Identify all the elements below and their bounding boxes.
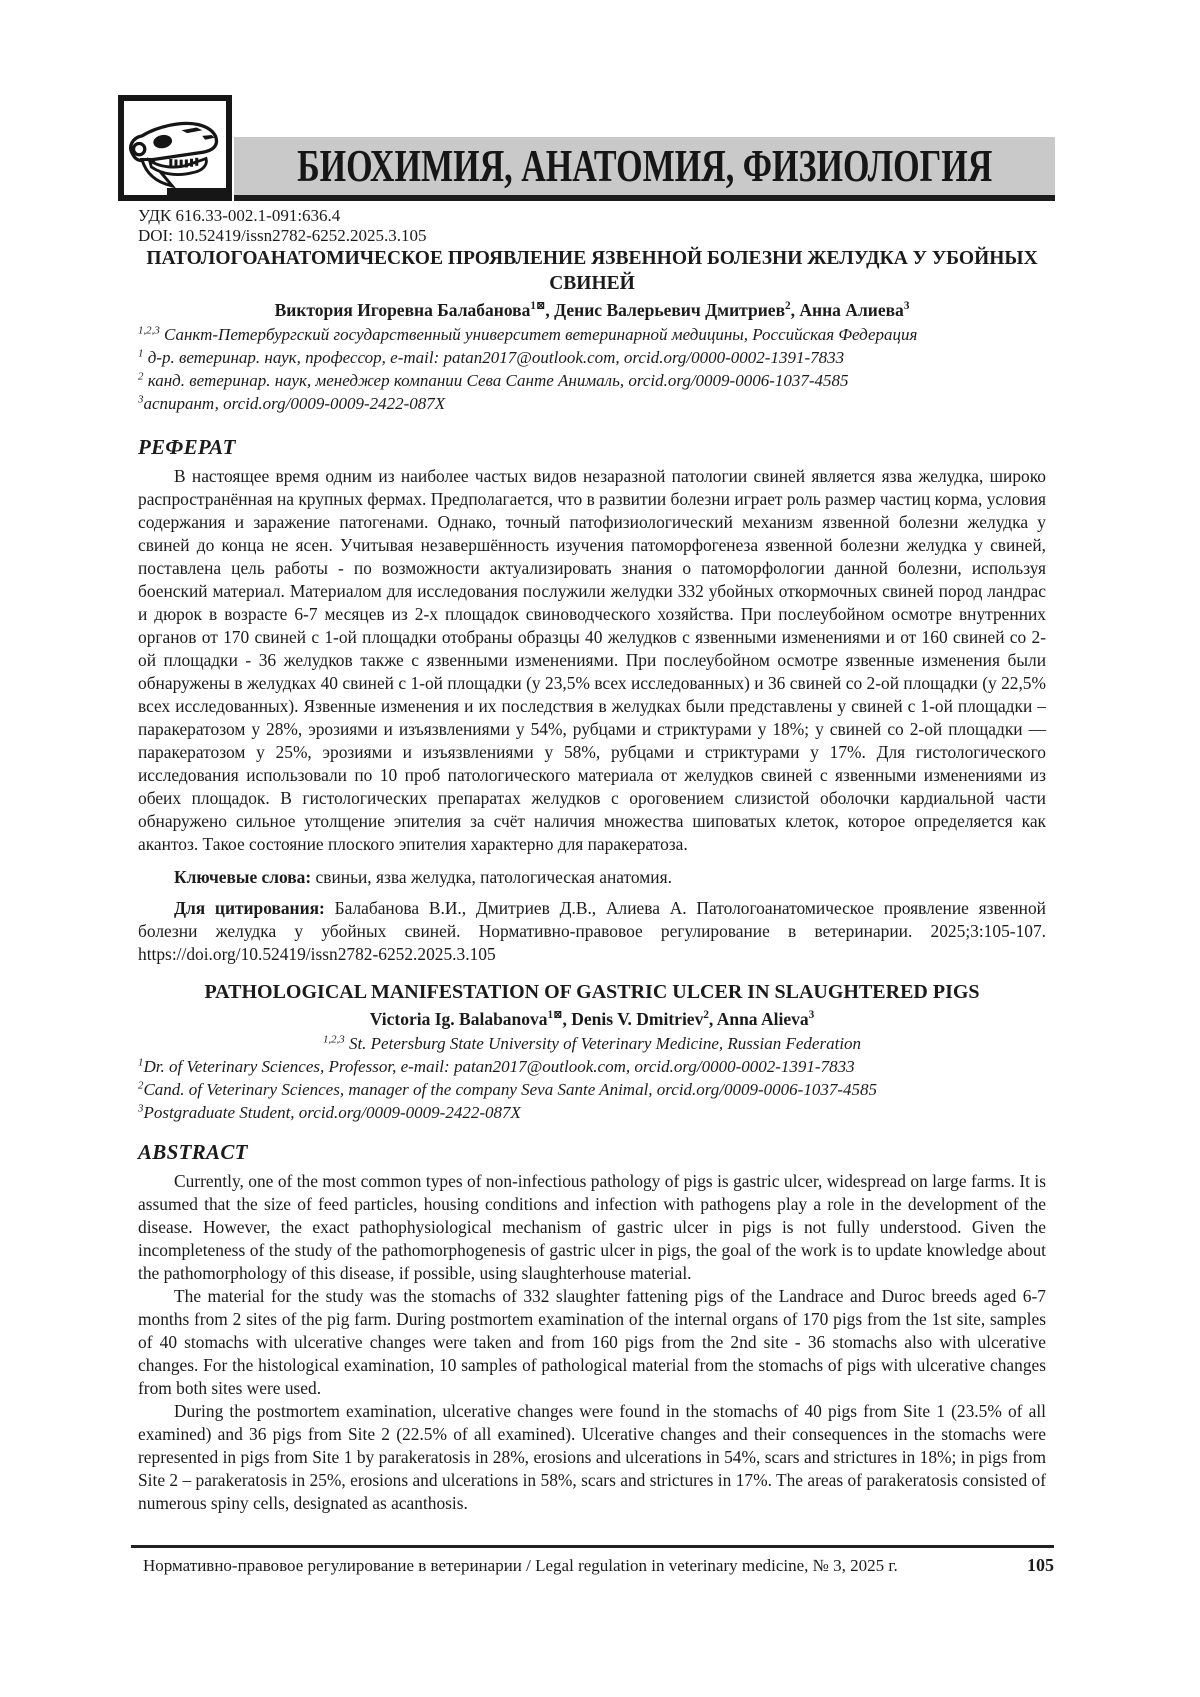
author-superscript: 1 xyxy=(547,1009,554,1022)
author-superscript: 1 xyxy=(530,300,536,313)
banner-underline xyxy=(234,195,1055,201)
article-meta xyxy=(138,206,427,246)
affiliation-text: Санкт-Петербургский государственный университет ветеринарной медицины, Российская Федерация xyxy=(159,325,918,344)
affiliation-row xyxy=(138,1101,1046,1124)
abstract-en-paragraph: Currently, one of the most common types of non-infectious pathology of pigs is gastric ulcer, widespread on large farms. It is assumed that the size of feed particles, housing conditions and infection with pathogens play a role in the development of the disease. However, the exact pathophysiological mechanism of gastric ulcer in pigs is not fully understood. Given the incompleteness of the study of the pathomorphogenesis of gastric ulcer in pigs, the goal of the work is to update knowledge about the pathomorphology of this disease, if possible, using slaughterhouse material. xyxy=(138,1171,1046,1283)
citation-label: Для цитирования: xyxy=(174,898,325,918)
section-banner xyxy=(234,137,1055,195)
affiliation-row xyxy=(138,1078,1046,1101)
affiliation-text: Dr. of Veterinary Sciences, Professor, e-mail: patan2017@outlook.com, orcid.org/0000-0002-1391-7833 xyxy=(143,1057,855,1076)
affiliation-row xyxy=(138,346,1046,369)
envelope-icon: ⊠ xyxy=(553,1009,563,1022)
affiliation-text: St. Petersburg State University of Veterinary Medicine, Russian Federation xyxy=(344,1034,862,1053)
authors-line-en xyxy=(138,1008,1046,1031)
footer-journal-line: Нормативно-правовое регулирование в ветеринарии / Legal regulation in veterinary medicine, № 3, 2025 г. xyxy=(143,1556,898,1575)
affiliation-superscript: 2 xyxy=(138,370,144,383)
affiliation-superscript: 1 xyxy=(138,1056,144,1069)
affiliation-text: Postgraduate Student, orcid.org/0009-0009-2422-087X xyxy=(143,1103,521,1122)
affiliation-superscript: 1,2,3 xyxy=(138,324,160,337)
author-superscript: 3 xyxy=(903,300,910,313)
author-name: , Анна Алиева xyxy=(790,300,904,320)
page-footer xyxy=(131,1545,1054,1576)
animal-skull-icon xyxy=(125,105,223,197)
affiliation-row xyxy=(138,1055,1046,1078)
section-heading-referat: РЕФЕРАТ xyxy=(138,435,236,459)
author-superscript: 2 xyxy=(785,300,791,313)
article-body xyxy=(138,246,1046,1515)
affiliation-text: Cand. of Veterinary Sciences, manager of the company Seva Sante Animal, orcid.org/0009-0006-1037-4585 xyxy=(143,1080,877,1099)
footer-page-number: 105 xyxy=(1027,1555,1054,1575)
banner-title: БИОХИМИЯ, АНАТОМИЯ, ФИЗИОЛОГИЯ xyxy=(296,140,993,191)
author-name: Виктория Игоревна Балабанова xyxy=(274,300,531,320)
keywords-text: свиньи, язва желудка, патологическая анатомия. xyxy=(311,867,672,887)
keywords-line xyxy=(138,866,1046,889)
abstract-en-paragraph: The material for the study was the stomachs of 332 slaughter fattening pigs of the Landrace and Duroc breeds aged 6-7 months from 2 sites of the pig farm. During postmortem examination of the internal organs of 170 pigs from the 1st site, samples of 40 stomachs with ulcerative changes were taken and from 160 pigs from the 2nd site - 36 stomachs also with ulcerative changes. For the histological examination, 10 samples of pathological material from the stomachs of pigs with ulcerative changes from both sites were used. xyxy=(138,1286,1046,1398)
author-name: , Denis V. Dmitriev xyxy=(562,1009,704,1029)
section-heading-abstract: ABSTRACT xyxy=(138,1140,248,1164)
keywords-label: Ключевые слова: xyxy=(174,867,312,887)
author-superscript: 2 xyxy=(703,1009,709,1022)
affiliation-text: д-р. ветеринар. наук, профессор, e-mail: patan2017@outlook.com, orcid.org/0000-0002-1391-7833 xyxy=(143,348,845,367)
affiliation-row xyxy=(138,1032,1046,1055)
article-title-en: PATHOLOGICAL MANIFESTATION OF GASTRIC ULCER IN SLAUGHTERED PIGS xyxy=(204,981,980,1003)
affiliation-superscript: 1,2,3 xyxy=(322,1033,345,1046)
affiliations-en xyxy=(138,1032,1046,1124)
citation-line xyxy=(138,897,1046,966)
authors-line-ru xyxy=(138,299,1046,322)
journal-logo xyxy=(118,95,232,201)
envelope-icon: ⊠ xyxy=(535,300,546,313)
affiliation-superscript: 3 xyxy=(138,1102,144,1115)
affiliation-text: аспирант, orcid.org/0009-0009-2422-087X xyxy=(143,394,446,413)
affiliation-row xyxy=(138,323,1046,346)
doi-line: DOI: 10.52419/issn2782-6252.2025.3.105 xyxy=(138,226,427,245)
affiliation-row xyxy=(138,392,1046,415)
citation-text: Балабанова В.И., Дмитриев Д.В., Алиева А. Патологоанатомическое проявление язвенной болезни желудка у убойных свиней. Нормативно-правовое регулирование в ветеринарии. 2025;3:105-107. https://doi.org/10.52419/issn2782-6252.2025.3.105 xyxy=(138,898,1046,964)
affiliation-superscript: 2 xyxy=(138,1079,144,1092)
affiliations-ru xyxy=(138,323,1046,415)
author-name: Victoria Ig. Balabanova xyxy=(369,1009,548,1029)
affiliation-row xyxy=(138,369,1046,392)
author-name: , Anna Alieva xyxy=(708,1009,809,1029)
affiliation-superscript: 3 xyxy=(138,393,144,406)
abstract-en-paragraph: During the postmortem examination, ulcerative changes were found in the stomachs of 40 pigs from Site 1 (23.5% of all examined) and 36 pigs from Site 2 (22.5% of all examined). Ulcerative changes and their consequences in the stomachs were represented in pigs from Site 1 by parakeratosis in 28%, erosions and ulcerations in 54%, scars and strictures in 18%; in pigs from Site 2 – parakeratosis in 25%, erosions and ulcerations in 58%, scars and strictures in 17%. The areas of parakeratosis consisted of numerous spiny cells, designated as acanthosis. xyxy=(138,1401,1046,1513)
affiliation-text: канд. ветеринар. наук, менеджер компании Сева Санте Анималь, orcid.org/0009-0006-1037-4585 xyxy=(143,371,849,390)
author-superscript: 3 xyxy=(808,1009,815,1022)
affiliation-superscript: 1 xyxy=(138,347,144,360)
udk-line: УДК 616.33-002.1-091:636.4 xyxy=(138,206,341,225)
article-title-ru: ПАТОЛОГОАНАТОМИЧЕСКОЕ ПРОЯВЛЕНИЕ ЯЗВЕННОЙ БОЛЕЗНИ ЖЕЛУДКА У УБОЙНЫХ СВИНЕЙ xyxy=(146,248,1038,294)
masthead xyxy=(118,95,1055,201)
abstract-ru: В настоящее время одним из наиболее частых видов незаразной патологии свиней является язва желудка, широко распространённая на крупных фермах. Предполагается, что в развитии болезни играет роль размер частиц корма, условия содержания и заражение патогенами. Однако, точный патофизиологический механизм язвенной болезни желудка у свиней до конца не ясен. Учитывая незавершённость изучения патоморфогенеза язвенной болезни желудка у свиней, поставлена цель работы - по возможности актуализировать знания о патоморфологии данной болезни, используя боенский материал. Материалом для исследования послужили желудки 332 убойных откормочных свиней пород ландрас и дюрок в возрасте 6-7 месяцев из 2-х площадок свиноводческого хозяйства. При послеубойном осмотре внутренних органов от 170 свиней с 1-ой площадки отобраны образцы 40 желудков с язвенными изменениями и от 160 свиней со 2-ой площадки - 36 желудков также с язвенными изменениями. При послеубойном осмотре язвенные изменения были обнаружены в желудках 40 свиней с 1-ой площадки (у 23,5% всех исследованных) и 36 свиней со 2-ой площадки (у 22,5% всех исследованных). Язвенные изменения и их последствия в желудках были представлены у свиней с 1-ой площадки – паракератозом у 28%, эрозиями и изъязвлениями у 54%, рубцами и стриктурами у 18%; у свиней со 2-ой площадки — паракератозом у 25%, эрозиями и изъязвлениями у 58%, рубцами и стриктурами у 17%. Для гистологического исследования использовали по 10 проб патологического материала от желудков свиней с язвенными изменениями из обеих площадок. В гистологических препаратах желудков с ороговением слизистой оболочки кардиальной части обнаружено сильное утолщение эпителия за счёт наличия множества шиповатых клеток, которое определяется как акантоз. Такое состояние плоского эпителия характерно для паракератоза. xyxy=(138,466,1046,854)
author-name: , Денис Валерьевич Дмитриев xyxy=(545,300,786,320)
